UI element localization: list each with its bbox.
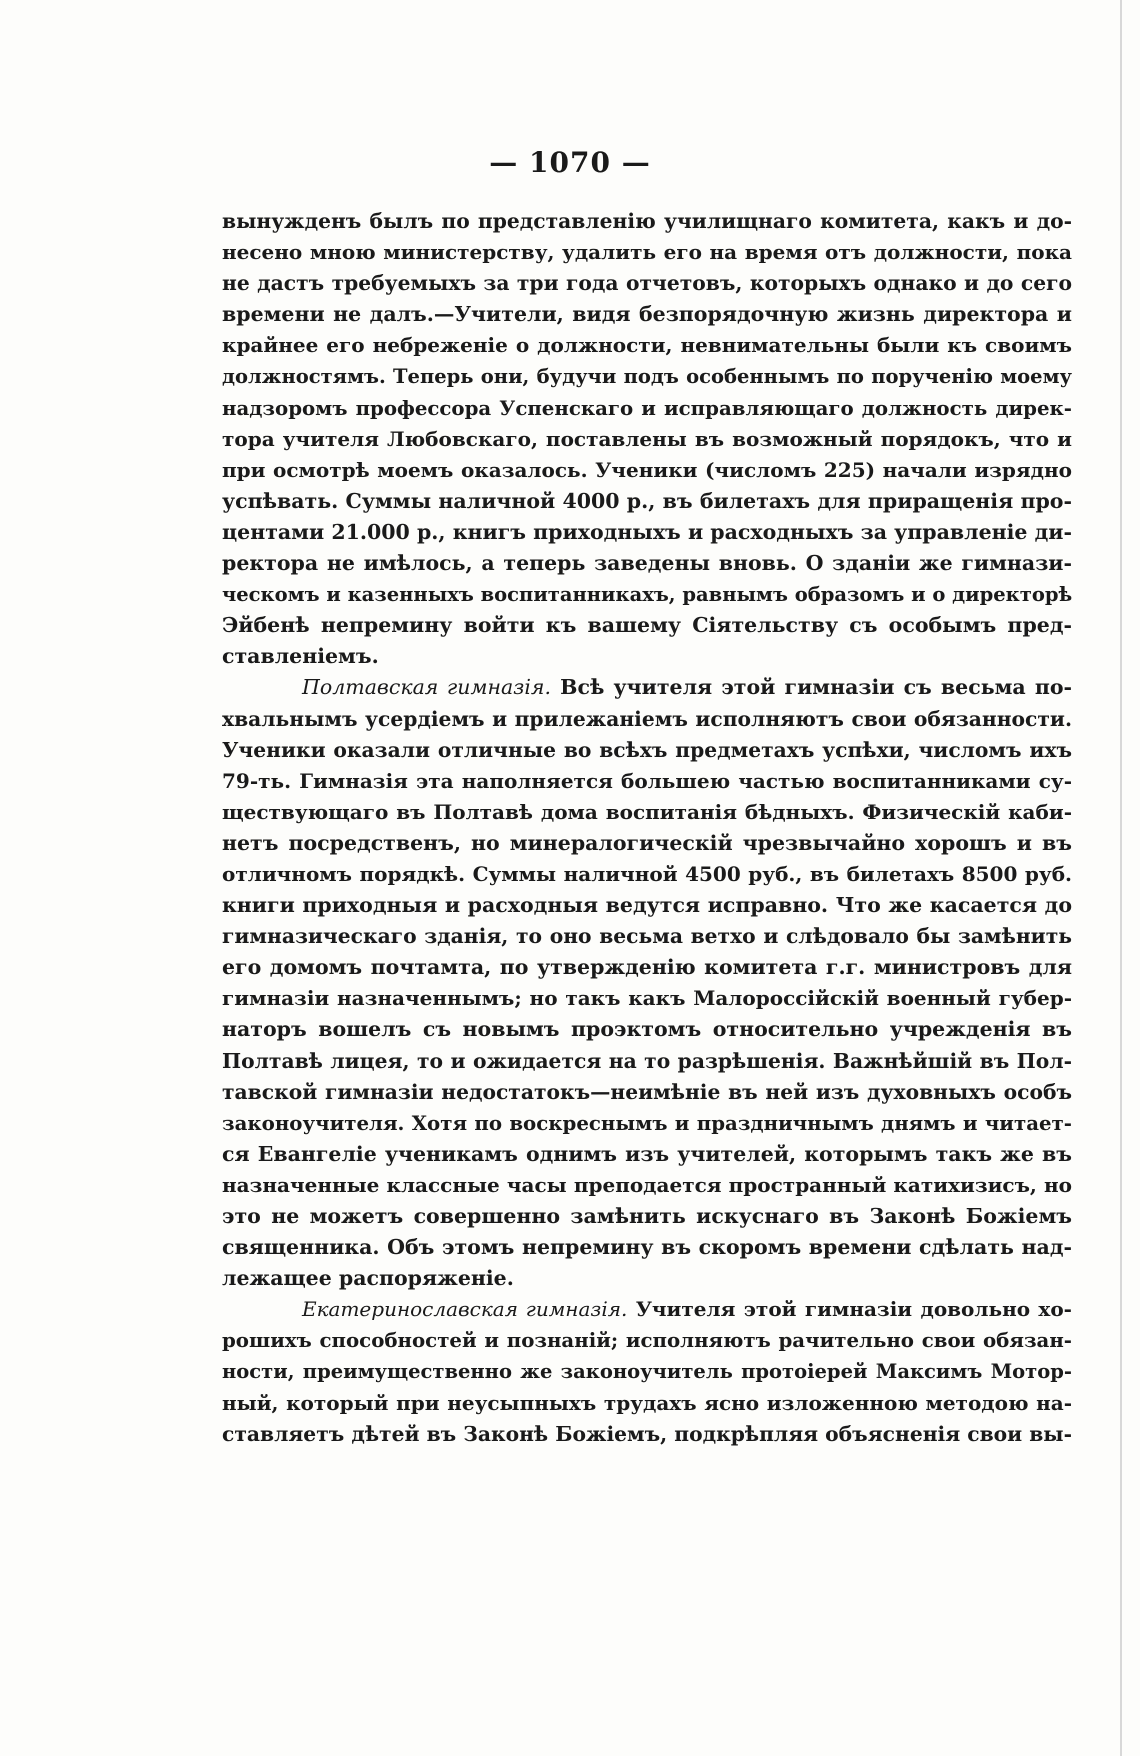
section-heading-poltava: Полтавская гимназія. [302, 675, 552, 700]
page-number: — 1070 — [489, 146, 651, 179]
text-line [222, 672, 1072, 703]
text-line: Эйбенѣ непремину войти къ вашему Сіятельству съ особымъ пред- [222, 613, 1072, 638]
text-line: ректора не имѣлось, а теперь заведены вновь. О зданіи же гимнази- [222, 551, 1072, 576]
text-fragment: Учителя этой гимназіи довольно хо- [635, 1297, 1072, 1322]
text-line: священника. Объ этомъ непремину въ скоромъ времени сдѣлать над- [222, 1235, 1072, 1260]
text-line: рошихъ способностей и познаній; исполняютъ рачительно свои обязан- [222, 1328, 1072, 1353]
text-line: лежащее распоряженіе. [222, 1266, 514, 1291]
text-line: не дастъ требуемыхъ за три года отчетовъ, которыхъ однако и до сего [222, 271, 1072, 296]
section-heading-ekaterinoslav: Екатеринославская гимназія. [302, 1297, 628, 1322]
text-line: успѣвать. Суммы наличной 4000 р., въ билетахъ для приращенія про- [222, 488, 1072, 513]
text-line: наторъ вошелъ съ новымъ проэктомъ относительно учрежденія въ [222, 1017, 1072, 1042]
text-line: тавской гимназіи недостатокъ—неимѣніе въ ней изъ духовныхъ особъ [222, 1079, 1072, 1104]
text-line: это не можетъ совершенно замѣнить искуснаго въ Законѣ Божіемъ [222, 1204, 1072, 1228]
paragraph-ekaterinoslav [222, 1294, 1072, 1449]
text-line: вынужденъ былъ по представленію училищнаго комитета, какъ и до- [222, 209, 1072, 233]
text-line: ности, преимущественно же законоучитель протоіерей Максимъ Мотор- [222, 1360, 1072, 1384]
text-line: ществующаго въ Полтавѣ дома воспитанія бѣдныхъ. Физическій каби- [222, 799, 1072, 824]
scan-edge-line [1120, 0, 1122, 1756]
text-line: центами 21.000 р., книгъ приходныхъ и расходныхъ за управленіе ди- [222, 519, 1072, 544]
text-line: Ученики оказали отличные во всѣхъ предметахъ успѣхи, числомъ ихъ [222, 737, 1072, 762]
text-line: при осмотрѣ моемъ оказалось. Ученики (числомъ 225) начали изрядно [222, 457, 1072, 482]
text-line: его домомъ почтамта, по утвержденію комитета г.г. министровъ для [222, 955, 1072, 980]
text-line: Полтавѣ лицея, то и ожидается на то разрѣшенія. Важнѣйшій въ Пол- [222, 1048, 1072, 1073]
text-line: гимназическаго зданія, то оно весьма ветхо и слѣдовало бы замѣнить [222, 924, 1072, 949]
text-line: хвальнымъ усердіемъ и прилежаніемъ исполняютъ свои обязанности. [222, 706, 1072, 731]
paragraph-poltava [222, 672, 1072, 1294]
text-line: гимназіи назначеннымъ; но такъ какъ Малороссійскій военный губер- [222, 986, 1072, 1011]
body-text [222, 206, 1072, 1450]
text-line: ческомъ и казенныхъ воспитанникахъ, равнымъ образомъ и о директорѣ [222, 583, 1073, 607]
text-line: ся Евангеліе ученикамъ однимъ изъ учителей, которымъ такъ же въ [222, 1141, 1072, 1166]
text-line: крайнее его небреженіе о должности, невнимательны были къ своимъ [222, 333, 1072, 358]
text-line: должностямъ. Теперь они, будучи подъ особеннымъ по порученію моему [222, 365, 1072, 389]
text-line: тора учителя Любовскаго, поставлены въ возможный порядокъ, что и [222, 426, 1072, 451]
text-line: ный, который при неусыпныхъ трудахъ ясно изложенною методою на- [222, 1390, 1072, 1415]
text-line [222, 1294, 1072, 1325]
paragraph-1 [222, 206, 1072, 672]
text-line: времени не далъ.—Учители, видя безпорядочную жизнь директора и [222, 302, 1072, 327]
text-fragment: Всѣ учителя этой гимназіи съ весьма по- [560, 675, 1073, 700]
text-line: 79-ть. Гимназія эта наполняется большею частью воспитанниками су- [222, 768, 1072, 793]
text-line: книги приходныя и расходныя ведутся исправно. Что же касается до [222, 893, 1072, 918]
text-line: отличномъ порядкѣ. Суммы наличной 4500 руб., въ билетахъ 8500 руб. [222, 861, 1072, 886]
text-line: ставляетъ дѣтей въ Законѣ Божіемъ, подкрѣпляя объясненія свои вы- [222, 1421, 1072, 1446]
text-line: нетъ посредственъ, но минералогическій чрезвычайно хорошъ и въ [222, 830, 1072, 855]
text-line: несено мною министерству, удалить его на время отъ должности, пока [222, 240, 1072, 265]
text-line: надзоромъ профессора Успенскаго и исправляющаго должность дирек- [222, 395, 1072, 420]
text-line: назначенные классные часы преподается пространный катихизисъ, но [222, 1172, 1072, 1197]
text-line: законоучителя. Хотя по воскреснымъ и праздничнымъ днямъ и читает- [222, 1110, 1072, 1135]
text-line: ставленіемъ. [222, 644, 379, 669]
